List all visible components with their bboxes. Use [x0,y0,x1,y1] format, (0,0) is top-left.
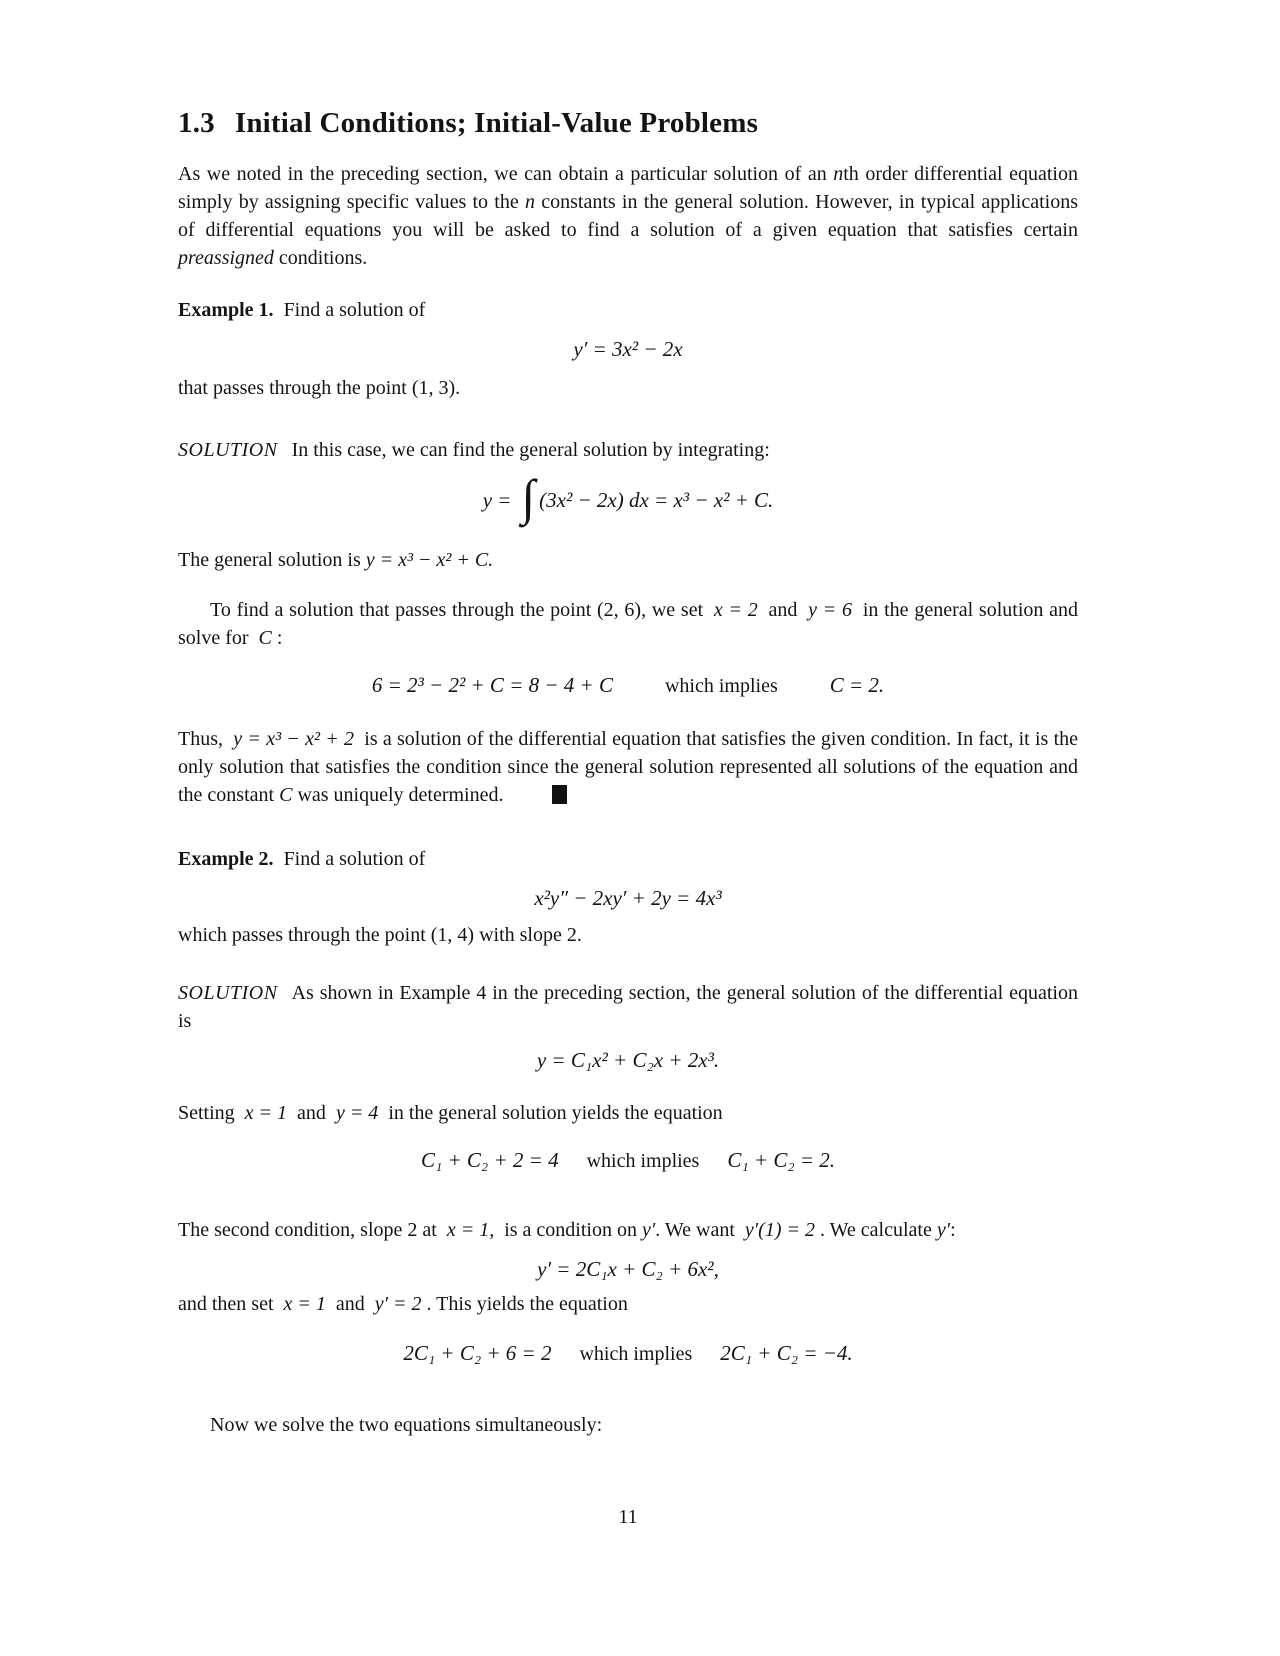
text-run: in the general solution yields the equation [383,1102,723,1124]
text-run: As we noted in the preceding section, we can obtain a particular solution of an [178,163,834,185]
text-run: As shown in Example 4 in the preceding section, the general solution of the differential equation is [178,982,1078,1032]
text-run: and [292,1102,331,1124]
derivative-display [178,1254,1078,1284]
equation-right: C₁ + C₂ = 2. [727,1148,836,1172]
text-run: which passes through the point (1, 4) with slope 2. [178,924,582,946]
example1-heading [178,296,1078,324]
text-run: . We want [655,1219,740,1241]
text-run: To find a solution that passes through the point (2, 6), we set [210,599,709,621]
example1-label: Example 1. [178,299,274,321]
equation-left: y = [482,487,512,512]
intro-paragraph [178,160,1078,272]
section-number: 1.3 [178,107,215,139]
which-implies-text: which implies [586,1150,700,1172]
integral-sign-icon: ∫ [521,469,536,525]
general-solution-display [178,1045,1078,1075]
equation-right: (3x² − 2x) dx = x³ − x² + C. [539,487,774,512]
general-solution-line [178,546,1078,574]
text-run: was uniquely determined. [292,784,504,806]
text-run: is a condition on [499,1219,642,1241]
text-run: In this case, we can find the general solution by integrating: [291,439,770,461]
text-run: Setting [178,1102,240,1124]
inline-math: preassigned [178,247,274,269]
example2-heading [178,845,1078,873]
closing-line [178,1411,1078,1439]
inline-math: n [524,191,535,213]
text-run: conditions. [273,247,368,269]
inline-math: x = 1 [244,1102,288,1124]
second-condition-paragraph [178,1216,1078,1244]
example2-point-line [178,921,1078,949]
text-run: The second condition, slope 2 at [178,1219,442,1241]
example2-solution-paragraph [178,979,1078,1035]
inline-math: y′ [936,1219,951,1241]
text-run: Find a solution of [283,299,426,321]
equation-left: 6 = 2³ − 2² + C = 8 − 4 + C [371,673,613,697]
text-run: and then set [178,1293,279,1315]
text-run: : [276,627,283,649]
text-run: . We calculate [819,1219,937,1241]
page-number: 11 [618,1506,638,1528]
text-run: . This yields the equation [426,1293,628,1315]
tofind-paragraph [178,596,1078,652]
inline-math: x = 1, [446,1219,495,1241]
text-run: Now we solve the two equations simultaneously: [210,1414,603,1436]
inline-math: y = x³ − x² + C. [365,549,494,571]
inline-math: y′(1) = 2 [744,1219,815,1241]
text-run: and [762,599,804,621]
implication-display-c1c2 [178,1145,1078,1176]
inline-math: x = 1 [283,1293,326,1315]
solution-label: SOLUTION [178,982,278,1004]
implication-display-c [178,670,1078,701]
solution-label: SOLUTION [178,439,278,461]
example1-solution-line [178,436,1078,464]
example1-equation-display [178,334,1078,364]
equation-right: 2C₁ + C₂ = −4. [720,1341,853,1365]
section-heading [178,106,1078,140]
inline-math: y = 6 [808,599,853,621]
andthen-line [178,1290,1078,1318]
qed-square-icon [552,785,567,804]
text-run: th order differential equation simply by assigning specific values to the [178,163,1078,213]
equation: y = C₁x² + C₂x + 2x³. [536,1048,720,1072]
inline-math: n [833,163,844,185]
example2-label: Example 2. [178,848,274,870]
example1-point-line [178,374,1078,402]
which-implies-text: which implies [579,1343,693,1365]
text-run: The general solution is [178,549,361,571]
inline-math: x = 2 [713,599,758,621]
inline-math: y = 4 [335,1102,379,1124]
text-run: that passes through the point (1, 3). [178,377,461,399]
equation-left: C₁ + C₂ + 2 = 4 [420,1148,559,1172]
setting-line [178,1099,1078,1127]
inline-math: C [279,784,293,806]
inline-math: C [258,627,272,649]
text-run: constants in the general solution. However, in typical applications of differential equations you will be asked to find a solution of a given equation that satisfies certain [178,191,1079,241]
equation: y′ = 3x² − 2x [573,337,683,361]
integral-equation-display [178,469,1078,528]
inline-math: y′ [641,1219,656,1241]
equation-right: C = 2. [829,673,885,697]
thus-paragraph [178,725,1078,809]
text-column [178,0,1078,1439]
example2-equation-display [178,883,1078,913]
text-run: Find a solution of [283,848,426,870]
text-run: is a solution of the differential equation that satisfies the given condition. In fact, it is the only solution that satisfies the condition since the general solution represented all solutions of the equation and the constant [178,728,1079,806]
text-run: and [330,1293,370,1315]
implication-display-2c1c2 [178,1338,1078,1369]
text-run: Thus, [178,728,229,750]
inline-math: y′ = 2 [374,1293,422,1315]
inline-math: y = x³ − x² + 2 [233,728,354,750]
section-title: Initial Conditions; Initial-Value Problems [234,107,759,139]
text-run: : [950,1219,956,1241]
equation: x²y″ − 2xy′ + 2y = 4x³ [534,886,722,910]
which-implies-text: which implies [664,675,778,697]
text-run: in the general solution and solve for [178,599,1078,649]
equation-left: 2C₁ + C₂ + 6 = 2 [403,1341,552,1365]
equation: y′ = 2C₁x + C₂ + 6x², [537,1257,719,1281]
